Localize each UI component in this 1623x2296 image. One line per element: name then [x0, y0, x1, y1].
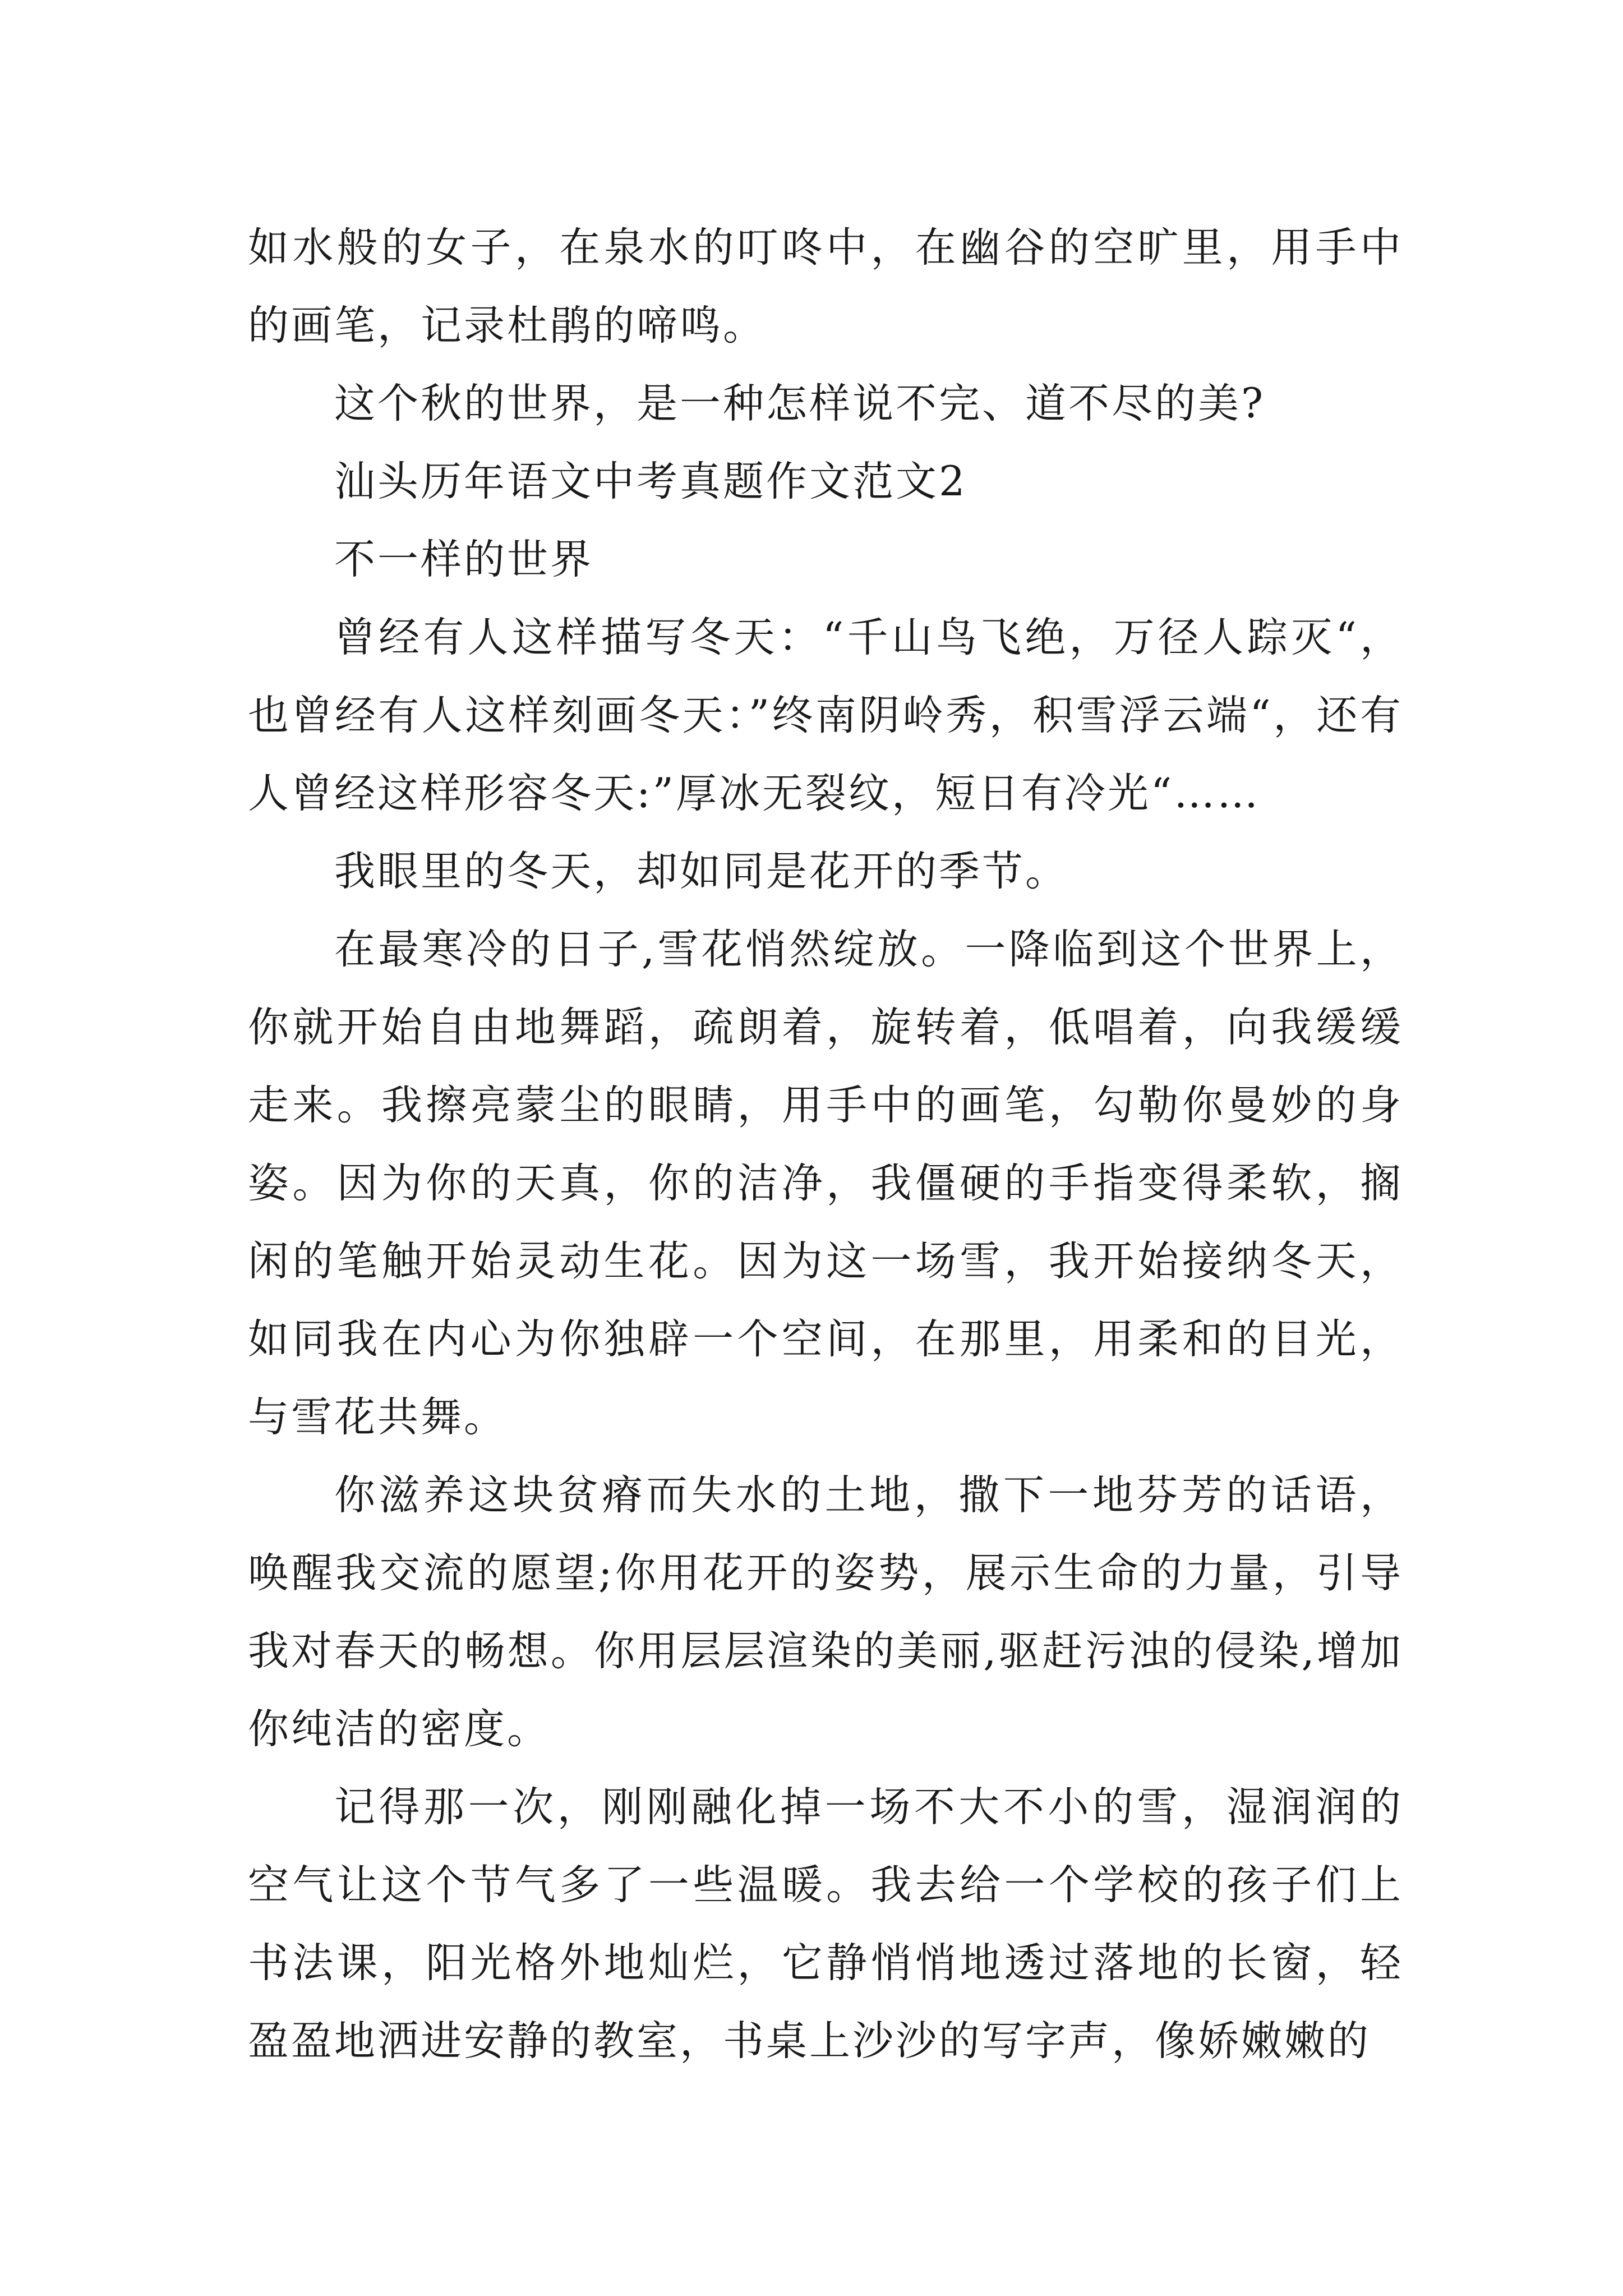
paragraph-2: 这个秋的世界，是一种怎样说不完、道不尽的美?: [334, 380, 1266, 427]
paragraph-7: 在最寒冷的日子,雪花悄然绽放。一降临到这个世界上，你就开始自由地舞蹈，疏朗着，旋转着，低唱着，向我缓缓走来。我擦亮蒙尘的眼睛，用手中的画笔，勾勒你曼妙的身姿。因为你的天真，你的洁净，我僵硬的手指变得柔软，搁闲的笔触开始灵动生花。因为这一场雪，我开始接纳冬天，如同我在内心为你独辟一个空间，在那里，用柔和的目光，与雪花共舞。: [248, 926, 1403, 1441]
paragraph-8: 你滋养这块贫瘠而失水的土地，撒下一地芬芳的话语，唤醒我交流的愿望;你用花开的姿势，展示生命的力量，引导我对春天的畅想。你用层层渲染的美丽,驱赶污浊的侵染,增加你纯洁的密度。: [248, 1471, 1403, 1753]
paragraph-6: 我眼里的冬天，却如同是花开的季节。: [334, 848, 1068, 895]
paragraph-5: 曾经有人这样描写冬天：“千山鸟飞绝，万径人踪灭“，也曾经有人这样刻画冬天：”终南阴岭秀，积雪浮云端“，还有人曾经这样形容冬天:”厚冰无裂纹，短日有冷光“……: [248, 614, 1403, 817]
paragraph-9: 记得那一次，刚刚融化掉一场不大不小的雪，湿润润的空气让这个节气多了一些温暖。我去给一个学校的孩子们上书法课，阳光格外地灿烂，它静悄悄地透过落地的长窗，轻盈盈地洒进安静的教室，书桌上沙沙的写字声，像娇嫩嫩的: [248, 1783, 1403, 2065]
paragraph-1: 如水般的女子，在泉水的叮咚中，在幽谷的空旷里，用手中的画笔，记录杜鹃的啼鸣。: [248, 224, 1403, 349]
document-body: [248, 209, 1403, 2080]
essay-title-line: 汕头历年语文中考真题作文范文2: [334, 458, 967, 505]
essay-heading: 不一样的世界: [334, 536, 593, 583]
